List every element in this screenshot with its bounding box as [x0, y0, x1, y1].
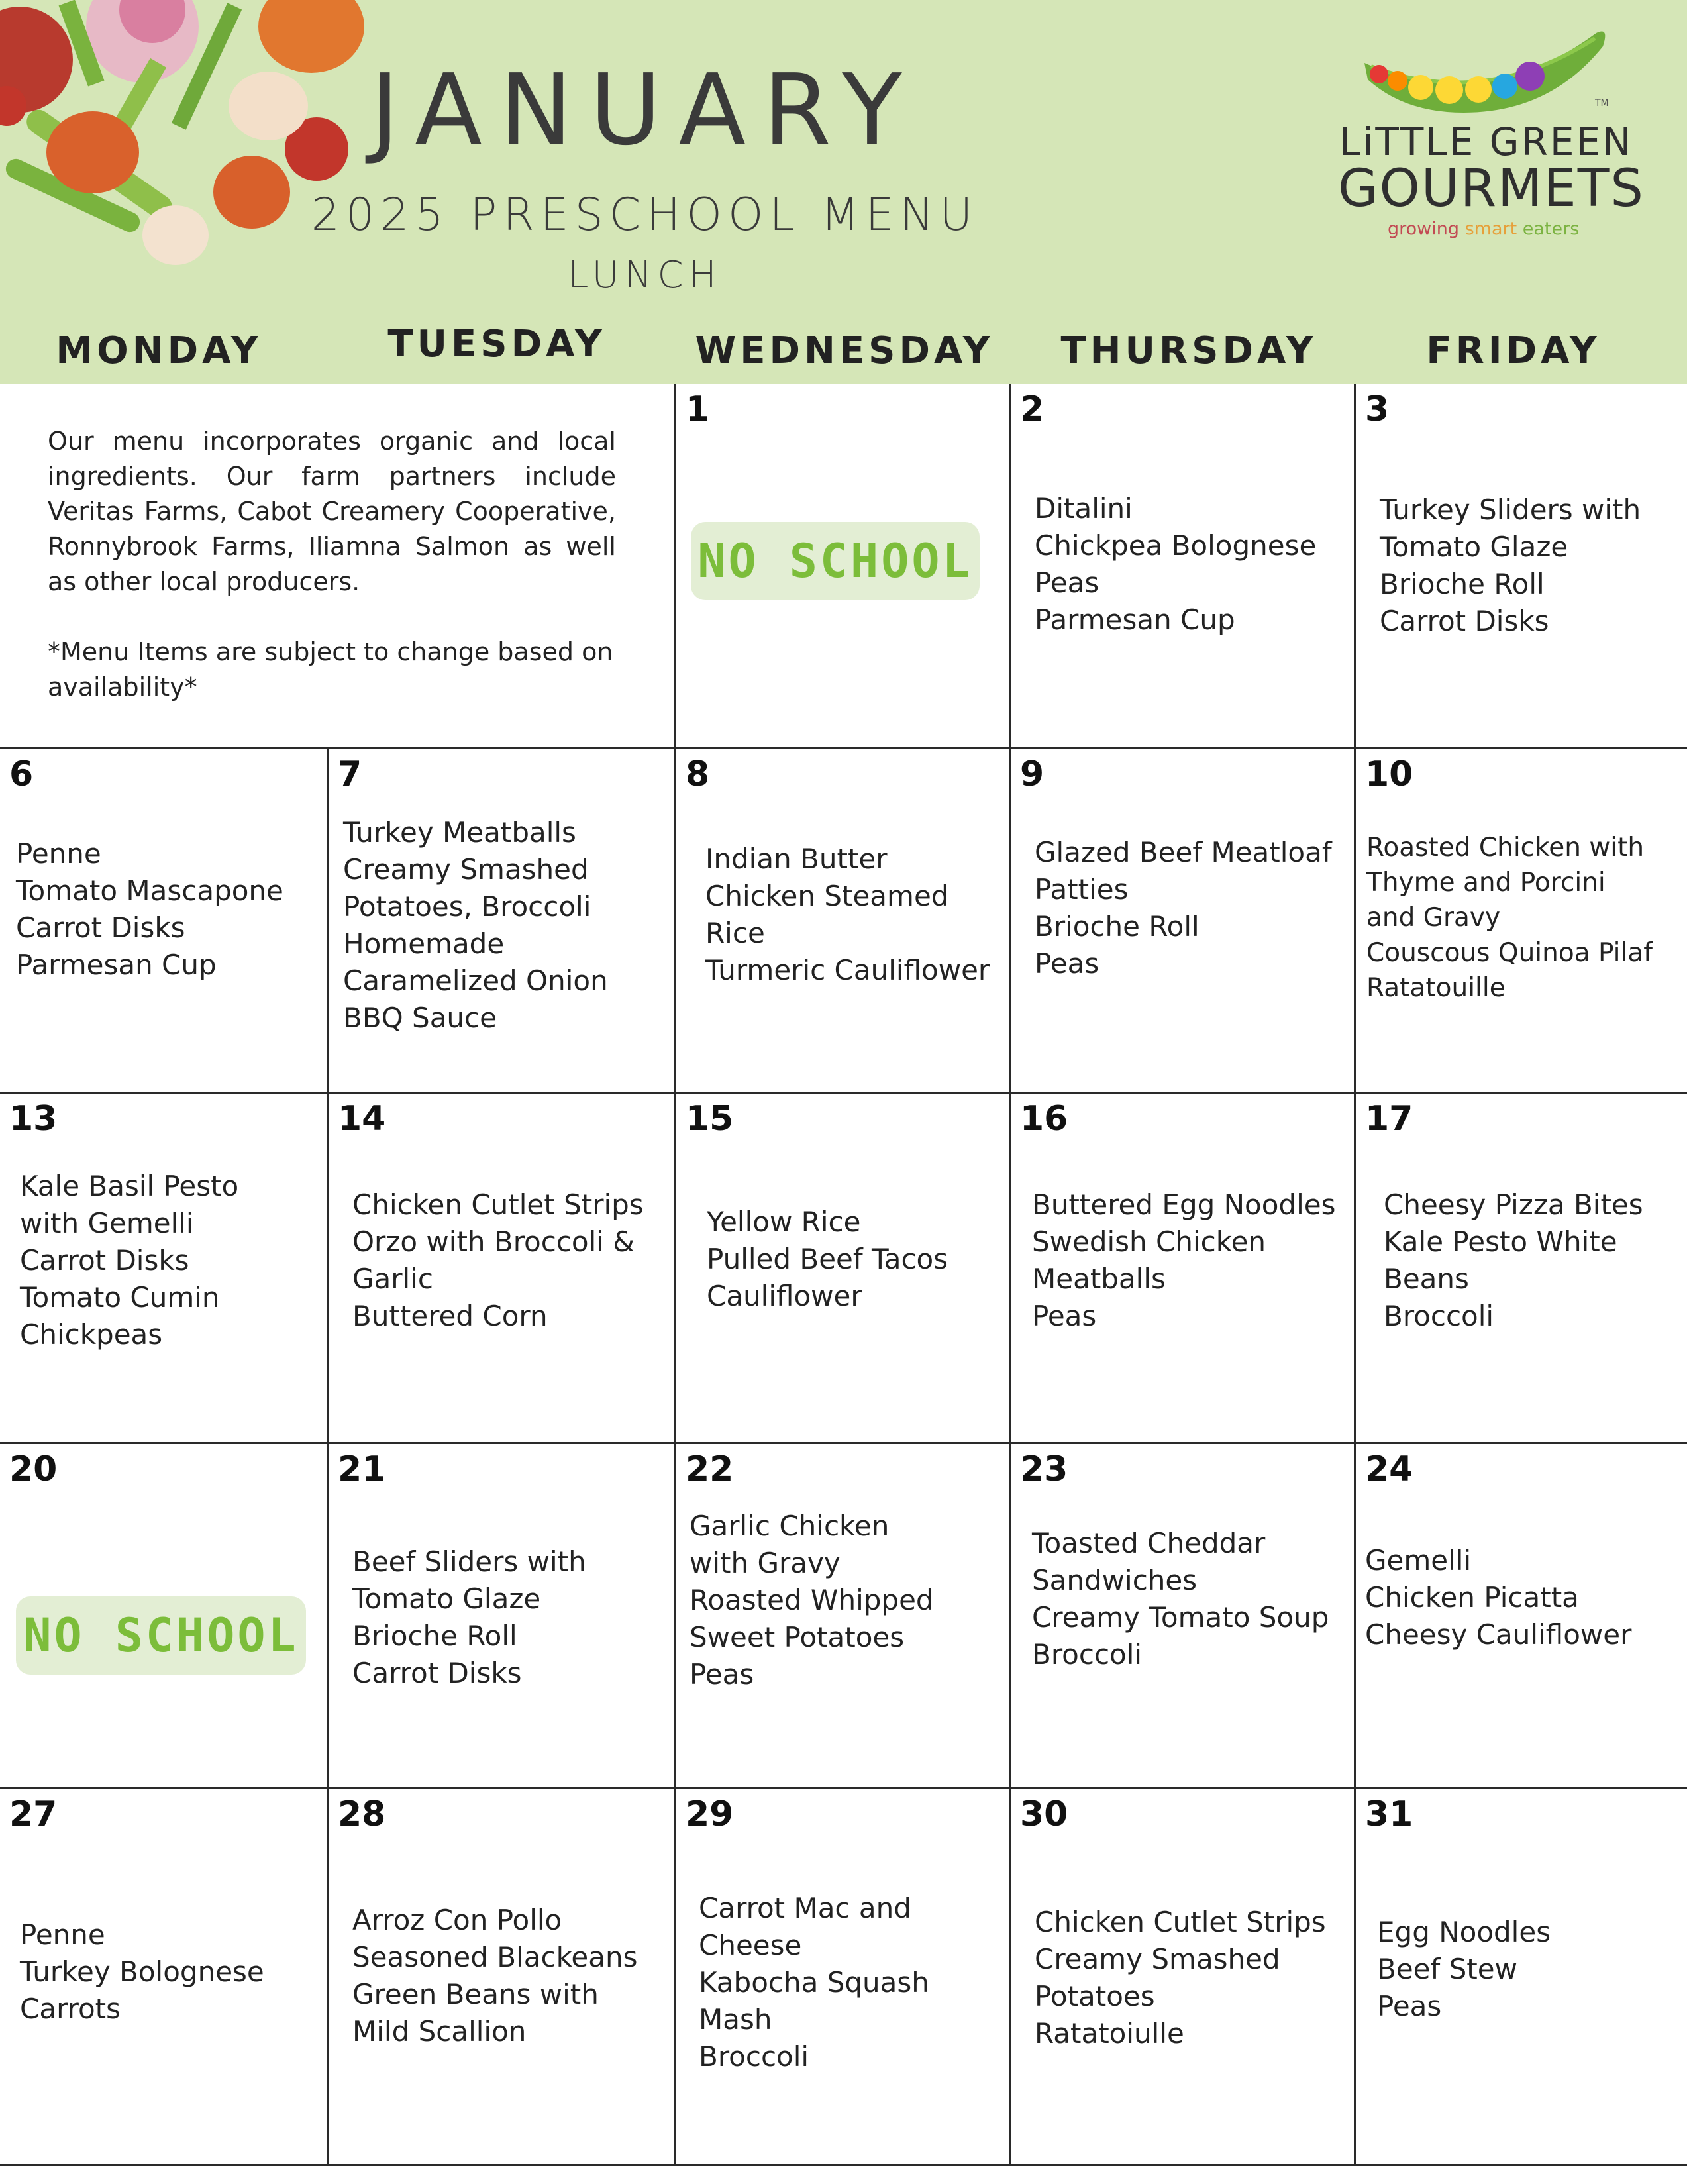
day-cell — [1356, 1789, 1687, 2164]
menu-item: Meatballs — [1032, 1263, 1166, 1295]
date-number: 30 — [1020, 1794, 1068, 1834]
date-number: 31 — [1365, 1794, 1413, 1834]
menu-item: and Gravy — [1366, 903, 1501, 933]
day-cell — [329, 1789, 674, 2164]
day-cell — [676, 749, 1009, 1092]
menu-items — [690, 1508, 999, 1693]
weekday-header-row — [0, 318, 1687, 384]
menu-item: Creamy Smashed — [1035, 1943, 1280, 1975]
date-number: 27 — [9, 1794, 58, 1834]
weekday-wednesday: WEDNESDAY — [695, 329, 994, 372]
menu-item: Buttered Egg Noodles — [1032, 1188, 1336, 1221]
day-cell — [1011, 384, 1354, 747]
date-number: 24 — [1365, 1449, 1413, 1489]
menu-item: Tomato Mascapone — [16, 874, 283, 907]
menu-items — [707, 1204, 999, 1315]
menu-item: Thyme and Porcini — [1366, 868, 1606, 898]
date-number: 28 — [338, 1794, 386, 1834]
menu-item: Creamy Tomato Soup — [1032, 1601, 1329, 1634]
menu-item: Ratatoiulle — [1035, 2017, 1184, 2050]
day-cell — [1356, 384, 1687, 747]
day-cell — [329, 1094, 674, 1442]
logo-text-little-green: LiTTLE GREEN — [1339, 119, 1633, 164]
logo-tagline: growing smart eaters — [1388, 219, 1580, 239]
menu-items — [16, 835, 317, 984]
menu-items — [352, 1543, 665, 1692]
day-cell — [676, 1789, 1009, 2164]
menu-item: Patties — [1035, 873, 1129, 906]
calendar-grid — [0, 384, 1687, 2166]
date-number: 16 — [1020, 1099, 1068, 1139]
menu-item: with Gemelli — [20, 1207, 194, 1239]
menu-items — [1035, 834, 1345, 982]
menu-item: Carrot Disks — [352, 1657, 522, 1689]
date-number: 20 — [9, 1449, 58, 1489]
day-cell — [1356, 749, 1687, 1092]
menu-items — [1365, 1542, 1678, 1653]
date-number: 3 — [1365, 390, 1390, 429]
grid-line — [0, 2164, 1687, 2166]
menu-item: Potatoes — [1035, 1980, 1155, 2012]
menu-item: Roasted Whipped — [690, 1584, 934, 1616]
date-number: 14 — [338, 1099, 386, 1139]
logo-text-gourmets: GOURMETS — [1338, 159, 1645, 219]
menu-item: Parmesan Cup — [1035, 603, 1235, 636]
menu-item: Kale Pesto White — [1384, 1225, 1617, 1258]
menu-item: Brioche Roll — [1380, 568, 1545, 600]
date-number: 6 — [9, 754, 34, 794]
menu-item: Turmeric Cauliflower — [705, 954, 990, 986]
day-cell — [1356, 1444, 1687, 1787]
menu-items — [1032, 1525, 1345, 1673]
menu-items — [352, 1186, 665, 1335]
date-number: 29 — [686, 1794, 734, 1834]
meal-label: LUNCH — [568, 254, 722, 297]
menu-item: Peas — [1377, 1990, 1442, 2022]
menu-item: Carrot Mac and — [699, 1892, 911, 1924]
date-number: 1 — [686, 390, 710, 429]
menu-items — [699, 1890, 999, 2075]
day-cell — [676, 384, 1009, 747]
svg-text:TM: TM — [1595, 98, 1609, 109]
menu-item: Broccoli — [1032, 1638, 1143, 1671]
menu-item: Glazed Beef Meatloaf — [1035, 836, 1332, 868]
menu-item: Broccoli — [699, 2040, 809, 2073]
date-number: 17 — [1365, 1099, 1413, 1139]
menu-item: Chickpea Bolognese — [1035, 529, 1317, 562]
menu-item: Sandwiches — [1032, 1564, 1198, 1596]
intro-note: *Menu Items are subject to change based on availability* — [48, 637, 613, 702]
weekday-monday: MONDAY — [56, 329, 262, 372]
menu-item: Toasted Cheddar — [1032, 1527, 1266, 1559]
menu-item: Peas — [1035, 566, 1099, 599]
menu-item: Ditalini — [1035, 492, 1133, 525]
menu-item: Homemade — [343, 927, 505, 960]
menu-item: Brioche Roll — [352, 1620, 517, 1652]
menu-item: Mash — [699, 2003, 772, 2036]
menu-items — [705, 841, 999, 989]
menu-item: Cheesy Pizza Bites — [1384, 1188, 1643, 1221]
menu-items — [1032, 1186, 1345, 1335]
menu-item: Garlic — [352, 1263, 433, 1295]
date-number: 23 — [1020, 1449, 1068, 1489]
menu-item: Cheese — [699, 1929, 802, 1961]
menu-subtitle: 2025 PRESCHOOL MENU — [311, 189, 979, 241]
menu-item: BBQ Sauce — [343, 1002, 497, 1034]
menu-intro — [48, 424, 616, 705]
menu-item: Buttered Corn — [352, 1300, 548, 1332]
date-number: 7 — [338, 754, 362, 794]
menu-items — [1380, 492, 1678, 640]
day-cell — [1011, 1444, 1354, 1787]
menu-item: Caramelized Onion — [343, 964, 608, 997]
menu-items — [1035, 490, 1345, 639]
menu-item: Arroz Con Pollo — [352, 1904, 562, 1936]
header-banner — [0, 0, 1687, 384]
date-number: 8 — [686, 754, 710, 794]
menu-item: Peas — [690, 1658, 754, 1690]
menu-item: Seasoned Blackeans — [352, 1941, 638, 1973]
day-cell — [676, 1094, 1009, 1442]
date-number: 2 — [1020, 390, 1045, 429]
no-school-badge: NO SCHOOL — [691, 522, 980, 600]
month-title: JANUARY — [370, 53, 919, 167]
menu-item: Ratatouille — [1366, 973, 1506, 1003]
menu-item: Mild Scallion — [352, 2015, 527, 2048]
day-cell — [0, 1094, 327, 1442]
day-cell — [329, 749, 674, 1092]
menu-item: Indian Butter — [705, 843, 888, 875]
day-cell — [1011, 749, 1354, 1092]
day-cell — [0, 1789, 327, 2164]
menu-item: Chicken Cutlet Strips — [352, 1188, 644, 1221]
menu-item: Pulled Beef Tacos — [707, 1243, 948, 1275]
day-cell — [0, 749, 327, 1092]
menu-item: Orzo with Broccoli & — [352, 1225, 635, 1258]
menu-item: Tomato Glaze — [1380, 531, 1568, 563]
no-school-badge: NO SCHOOL — [16, 1596, 306, 1675]
menu-item: Chicken Cutlet Strips — [1035, 1906, 1326, 1938]
menu-items — [1384, 1186, 1678, 1335]
day-cell — [676, 1444, 1009, 1787]
menu-item: Carrots — [20, 1993, 121, 2025]
menu-item: Sweet Potatoes — [690, 1621, 905, 1653]
menu-item: Garlic Chicken — [690, 1510, 890, 1542]
menu-items — [1377, 1914, 1678, 2025]
day-cell — [1011, 1789, 1354, 2164]
menu-item: Turkey Bolognese — [20, 1955, 264, 1988]
menu-item: Cheesy Cauliflower — [1365, 1618, 1632, 1651]
date-number: 21 — [338, 1449, 386, 1489]
menu-item: Beef Stew — [1377, 1953, 1517, 1985]
menu-item: Carrot Disks — [16, 911, 185, 944]
menu-items — [352, 1902, 665, 2050]
menu-items — [1366, 830, 1678, 1006]
menu-item: Carrot Disks — [1380, 605, 1549, 637]
menu-item: Cauliflower — [707, 1280, 862, 1312]
menu-item: Broccoli — [1384, 1300, 1494, 1332]
menu-item: Brioche Roll — [1035, 910, 1200, 943]
menu-item: Egg Noodles — [1377, 1916, 1551, 1948]
menu-item: Chicken Picatta — [1365, 1581, 1579, 1614]
weekday-tuesday: TUESDAY — [387, 323, 606, 366]
menu-item: Carrot Disks — [20, 1244, 189, 1276]
menu-item: Kabocha Squash — [699, 1966, 929, 1999]
menu-item: Potatoes, Broccoli — [343, 890, 591, 923]
menu-item: Rice — [705, 917, 765, 949]
menu-items — [20, 1168, 317, 1353]
menu-item: Beans — [1384, 1263, 1469, 1295]
menu-item: Chicken Steamed — [705, 880, 949, 912]
menu-items — [20, 1916, 317, 2028]
menu-item: Kale Basil Pesto — [20, 1170, 239, 1202]
menu-item: Couscous Quinoa Pilaf — [1366, 938, 1653, 968]
date-number: 13 — [9, 1099, 58, 1139]
day-cell — [1356, 1094, 1687, 1442]
menu-item: Turkey Meatballs — [343, 816, 576, 849]
menu-item: Yellow Rice — [707, 1206, 861, 1238]
menu-item: Parmesan Cup — [16, 949, 217, 981]
day-cell — [1011, 1094, 1354, 1442]
menu-item: Penne — [20, 1918, 105, 1951]
day-cell — [0, 1444, 327, 1787]
menu-items — [1035, 1904, 1345, 2052]
menu-item: Tomato Glaze — [352, 1583, 541, 1615]
menu-item: Roasted Chicken with — [1366, 833, 1645, 862]
date-number: 10 — [1365, 754, 1413, 794]
date-number: 22 — [686, 1449, 734, 1489]
menu-item: Gemelli — [1365, 1544, 1472, 1577]
menu-item: Turkey Sliders with — [1380, 494, 1641, 526]
weekday-thursday: THURSDAY — [1060, 329, 1317, 372]
menu-items — [343, 814, 665, 1037]
menu-item: Green Beans with — [352, 1978, 599, 2010]
weekday-friday: FRIDAY — [1426, 329, 1601, 372]
menu-item: Creamy Smashed — [343, 853, 589, 886]
menu-item: with Gravy — [690, 1547, 841, 1579]
menu-item: Penne — [16, 837, 101, 870]
menu-item: Peas — [1035, 947, 1099, 980]
menu-item: Chickpeas — [20, 1318, 163, 1351]
date-number: 15 — [686, 1099, 734, 1139]
menu-item: Tomato Cumin — [20, 1281, 220, 1314]
date-number: 9 — [1020, 754, 1045, 794]
menu-item: Beef Sliders with — [352, 1545, 586, 1578]
menu-item: Peas — [1032, 1300, 1097, 1332]
day-cell — [329, 1444, 674, 1787]
intro-text: Our menu incorporates organic and local ingredients. Our farm partners include Veritas Farms, Cabot Creamery Cooperative, Ronnybrook Farms, Iliamna Salmon as well as other local producers. — [48, 427, 616, 596]
menu-item: Swedish Chicken — [1032, 1225, 1266, 1258]
